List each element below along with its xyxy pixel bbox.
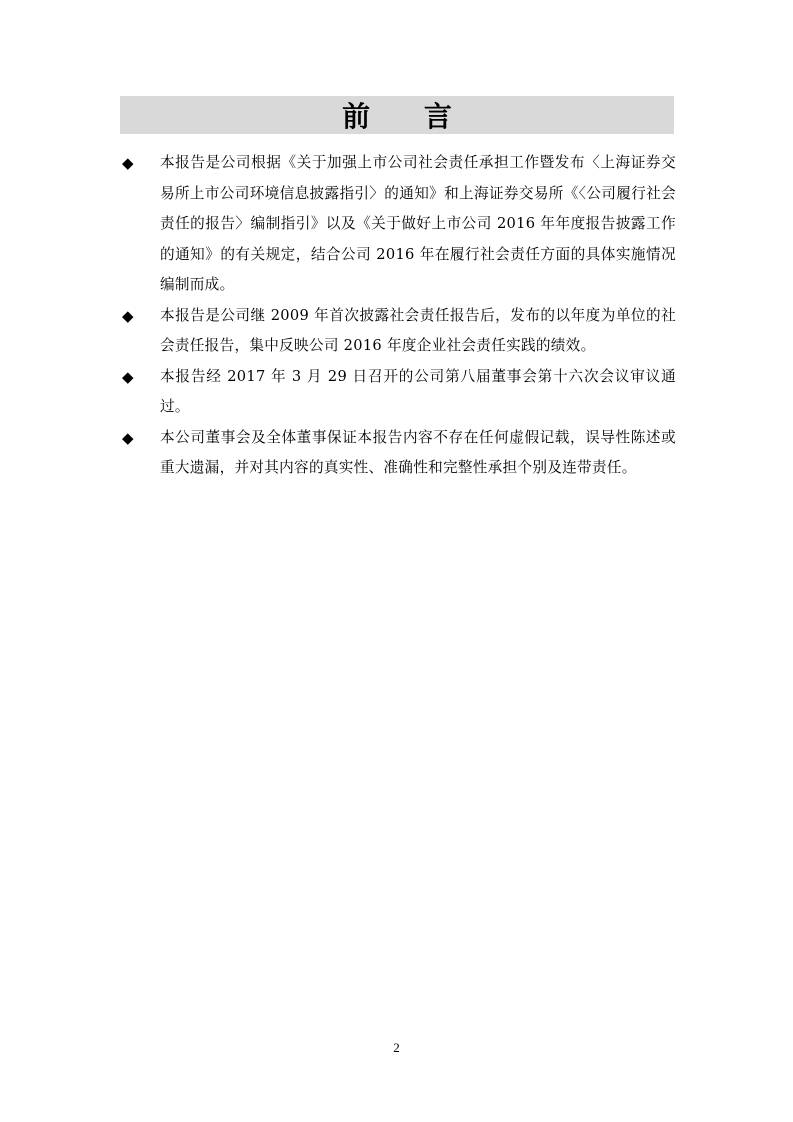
list-item-text: 本报告经 2017 年 3 月 29 日召开的公司第八届董事会第十六次会议审议通过。 <box>160 367 676 415</box>
list-item <box>120 301 676 362</box>
diamond-bullet-icon: ◆ <box>122 306 134 325</box>
list-item-text: 本报告是公司继 2009 年首次披露社会责任报告后，发布的以年度为单位的社会责任报告，集中反映公司 2016 年度企业社会责任实践的绩效。 <box>160 306 676 354</box>
preface-list <box>120 148 676 484</box>
list-item <box>120 362 676 423</box>
list-item-text: 本公司董事会及全体董事保证本报告内容不存在任何虚假记载，误导性陈述或重大遗漏，并对其内容的真实性、准确性和完整性承担个别及连带责任。 <box>160 428 676 476</box>
diamond-bullet-icon: ◆ <box>122 367 134 386</box>
page-number: 2 <box>393 1040 400 1055</box>
list-item <box>120 148 676 301</box>
title-banner <box>120 96 674 134</box>
diamond-bullet-icon: ◆ <box>122 154 134 172</box>
diamond-bullet-icon: ◆ <box>122 428 134 447</box>
page-title: 前 言 <box>342 100 474 133</box>
list-item <box>120 423 676 484</box>
list-item-text: 本报告是公司根据《关于加强上市公司社会责任承担工作暨发布〈上海证券交易所上市公司环境信息披露指引〉的通知》和上海证券交易所《〈公司履行社会责任的报告〉编制指引》以及《关于做好上市公司 2016 年年度报告披露工作的通知》的有关规定，结合公司 2016 年在履行社会责任方面的具体实施情况编制而成。 <box>160 154 676 293</box>
